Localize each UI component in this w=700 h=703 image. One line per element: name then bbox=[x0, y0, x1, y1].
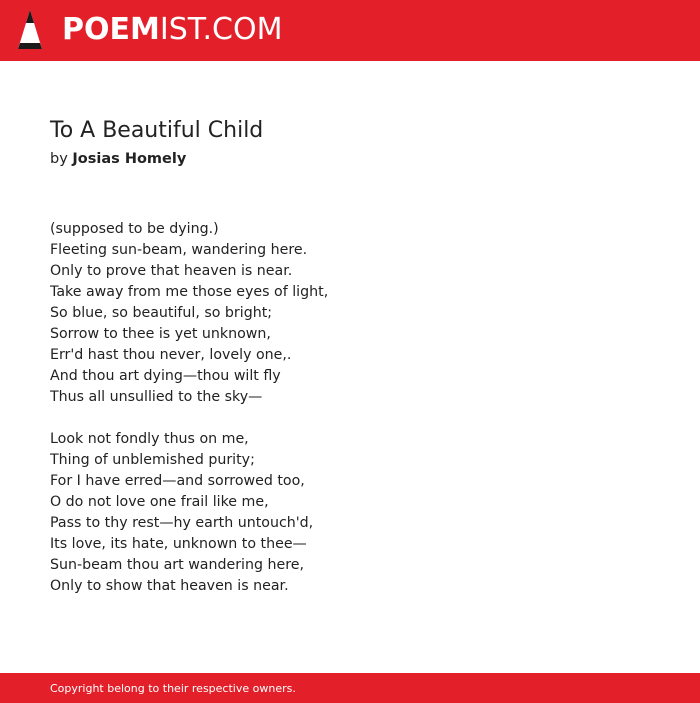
stanza-gap bbox=[50, 408, 328, 429]
poem-line: Thus all unsullied to the sky— bbox=[50, 389, 263, 405]
byline bbox=[50, 150, 186, 168]
poem-line: Look not fondly thus on me, bbox=[50, 431, 249, 447]
copyright-text: Copyright belong to their respective owners. bbox=[50, 682, 296, 695]
poem-line: Take away from me those eyes of light, bbox=[50, 284, 329, 300]
poem-line: For I have erred—and sorrowed too, bbox=[50, 473, 305, 489]
poem-line: Pass to thy rest—hy earth untouch'd, bbox=[50, 515, 314, 531]
poem-line: O do not love one frail like me, bbox=[50, 494, 269, 510]
author-name: Josias Homely bbox=[72, 151, 187, 167]
poem-title: To A Beautiful Child bbox=[50, 118, 264, 143]
site-header bbox=[0, 0, 700, 61]
poem-line: So blue, so beautiful, so bright; bbox=[50, 305, 273, 321]
poem-line: Only to show that heaven is near. bbox=[50, 578, 289, 594]
site-footer bbox=[0, 673, 700, 703]
poem-line: (supposed to be dying.) bbox=[50, 221, 219, 237]
poem-line: Sorrow to thee is yet unknown, bbox=[50, 326, 271, 342]
stanza bbox=[50, 219, 328, 408]
poem-line: Err'd hast thou never, lovely one,. bbox=[50, 347, 292, 363]
site-logo[interactable] bbox=[62, 13, 282, 47]
logo-light-text: IST.COM bbox=[159, 12, 283, 47]
poem-line: And thou art dying—thou wilt fly bbox=[50, 368, 281, 384]
poem-line: Fleeting sun-beam, wandering here. bbox=[50, 242, 308, 258]
poem-line: Sun-beam thou art wandering here, bbox=[50, 557, 304, 573]
logo-bold-text: POEM bbox=[62, 12, 160, 47]
poem-line: Thing of unblemished purity; bbox=[50, 452, 255, 468]
pencil-icon[interactable] bbox=[17, 9, 43, 51]
stanza bbox=[50, 429, 328, 597]
poem-line: Its love, its hate, unknown to thee— bbox=[50, 536, 307, 552]
poem-body bbox=[50, 219, 328, 597]
poem-line: Only to prove that heaven is near. bbox=[50, 263, 293, 279]
by-label: by bbox=[50, 151, 68, 167]
